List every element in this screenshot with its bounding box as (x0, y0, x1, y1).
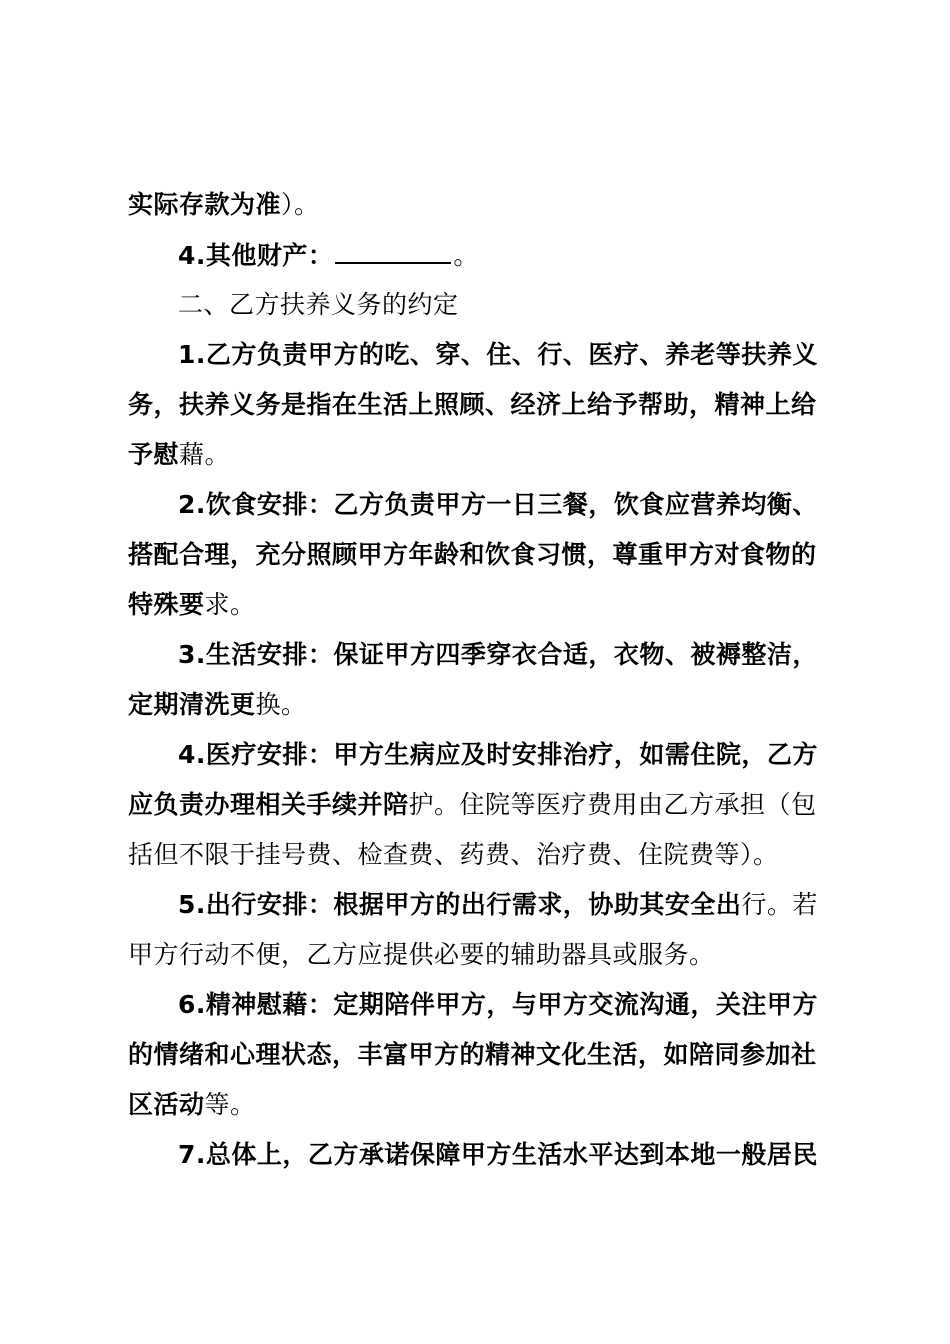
text-regular: 二、乙方扶养义务的约定 (178, 290, 459, 319)
text-bold: 7.总体上，乙方承诺保障甲方生活水平达到本地一般居民 (178, 1140, 818, 1169)
text-line (178, 238, 833, 272)
text-bold: 实际存款为准 (128, 190, 282, 219)
text-line (178, 738, 833, 772)
text-bold: 6.精神慰藉：定期陪伴甲方，与甲方交流沟通，关注甲方 (178, 990, 818, 1019)
text-line (128, 938, 833, 972)
text-bold: 定期清洗更 (128, 690, 256, 719)
fill-in-blank (335, 238, 451, 264)
text-bold: 4.医疗安排：甲方生病应及时安排治疗，如需住院，乙方 (178, 740, 818, 769)
text-regular: 藉。 (179, 440, 231, 469)
text-bold: 2.饮食安排：乙方负责甲方一日三餐，饮食应营养均衡、 (178, 490, 818, 519)
text-regular: 甲方行动不便，乙方应提供必要的辅助器具或服务。 (128, 940, 715, 969)
text-line (128, 688, 833, 722)
text-line (128, 438, 833, 472)
text-regular: 等。 (204, 1090, 256, 1119)
text-line (128, 1088, 833, 1122)
text-line (128, 388, 833, 422)
text-line (128, 538, 833, 572)
text-bold: 1.乙方负责甲方的吃、穿、住、行、医疗、养老等扶养义 (178, 340, 818, 369)
text-bold: 搭配合理，充分照顾甲方年龄和饮食习惯，尊重甲方对食物的 (128, 540, 817, 569)
text-regular: 换。 (255, 690, 307, 719)
text-line (128, 838, 833, 872)
text-bold: 区活动 (128, 1090, 205, 1119)
text-regular: 括但不限于挂号费、检查费、药费、治疗费、住院费等）。 (128, 840, 779, 869)
text-line (178, 1138, 833, 1172)
text-bold: 予慰 (128, 440, 180, 469)
text-line (128, 188, 833, 222)
text-regular: 求。 (204, 590, 256, 619)
text-line (178, 638, 833, 672)
text-bold: 4.其他财产： (178, 241, 334, 270)
section-heading (178, 288, 833, 322)
text-line (178, 988, 833, 1022)
text-bold: 特殊要 (128, 590, 205, 619)
text-bold: 务，扶养义务是指在生活上照顾、经济上给予帮助，精神上给 (128, 390, 817, 419)
text-bold: 应负责办理相关手续并陪 (128, 790, 409, 819)
text-bold: 的情绪和心理状态，丰富甲方的精神文化生活，如陪同参加社 (128, 1040, 817, 1069)
text-bold: 5.出行安排：根据甲方的出行需求，协助其安全出 (178, 890, 742, 919)
text-regular: 行。若 (741, 890, 818, 919)
text-regular: 。 (453, 241, 479, 270)
text-regular: ）。 (281, 190, 320, 219)
text-regular: 护。住院等医疗费用由乙方承担（包 (408, 790, 817, 819)
text-line (128, 788, 833, 822)
text-line (178, 888, 833, 922)
text-line (178, 338, 833, 372)
text-line (178, 488, 833, 522)
text-line (128, 1038, 833, 1072)
text-line (128, 588, 833, 622)
text-bold: 3.生活安排：保证甲方四季穿衣合适，衣物、被褥整洁， (178, 640, 818, 669)
